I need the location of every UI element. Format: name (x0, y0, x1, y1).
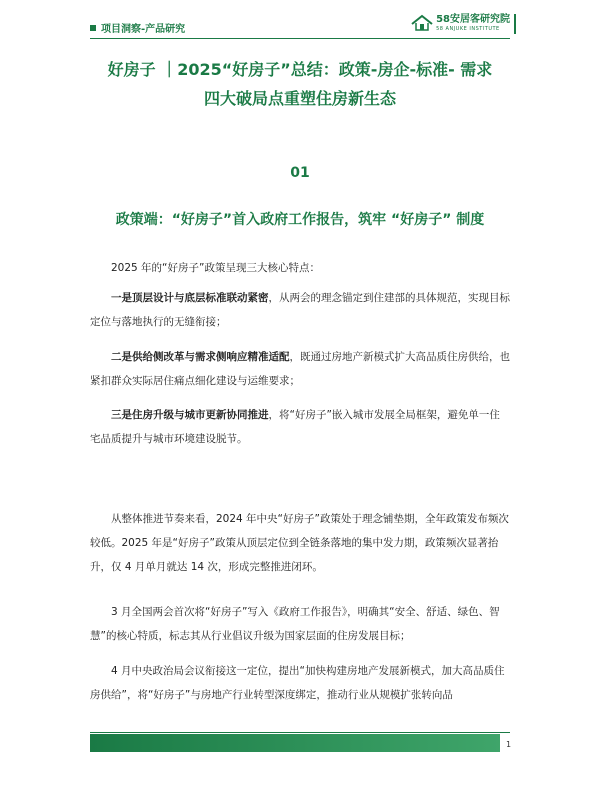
header-accent-bar (514, 14, 516, 34)
paragraph-march-npc: 3 月全国两会首次将“好房子”写入《政府工作报告》，明确其“安全、舒适、绿色、智慧”的核心特质，标志其从行业倡议升级为国家层面的住房发展目标； (90, 606, 500, 642)
point-2-text: ，既通过房地产新模式扩大高品质住房供给，也紧扣群众实际居住痛点细化建设与运维要求； (90, 351, 510, 387)
section-heading: 政策端：“好房子”首入政府工作报告，筑牢 “好房子” 制度 (115, 212, 485, 228)
point-1-heading: 一是顶层设计与底层标准联动紧密 (111, 292, 269, 304)
page-header (90, 13, 510, 38)
point-3-heading: 三是住房升级与城市更新协同推进 (111, 409, 269, 421)
header-divider (90, 38, 510, 39)
paragraph-policy-rhythm: 从整体推进节奏来看，2024 年中央“好房子”政策处于理念铺垫期，全年政策发布频次较低。2025 年是“好房子”政策从顶层定位到全链条落地的集中发力期，政策频次显著抬升，仅 4 月单月就达 14 次，形成完整推进闭环。 (90, 513, 509, 573)
square-bullet-icon (90, 25, 96, 31)
paragraph-point-2 (90, 345, 510, 393)
section-label (90, 20, 185, 35)
logo-english-name: 58 ANJUKE INSTITUTE (436, 25, 500, 32)
paragraph-point-3 (90, 403, 510, 451)
point-2-heading: 二是供给侧改革与需求侧响应精准适配 (111, 351, 290, 363)
point-1-text: ，从两会的理念锚定到住建部的具体规范，实现目标定位与落地执行的无缝衔接； (90, 292, 510, 328)
page-number: 1 (506, 740, 512, 749)
section-label-text: 项目洞察-产品研究 (101, 24, 186, 35)
point-3-text: ，将“好房子”嵌入城市发展全局框架，避免单一住宅品质提升与城市环境建设脱节。 (90, 409, 500, 445)
document-title-line2: 四大破局点重塑住房新生态 (203, 89, 396, 108)
footer-divider (90, 732, 510, 733)
paragraph-april-politburo: 4 月中央政治局会议衔接这一定位，提出“加快构建房地产发展新模式，加大高品质住房供给”，将“好房子”与房地产行业转型深度绑定，推动行业从规模扩张转向品 (90, 665, 505, 701)
footer-band (90, 734, 500, 752)
section-number: 01 (290, 165, 310, 181)
logo-chinese-name: 58安居客研究院 (436, 13, 510, 25)
house-logo-icon (411, 14, 433, 32)
paragraph-point-1 (90, 286, 510, 334)
paragraph-intro: 2025 年的“好房子”政策呈现三大核心特点： (111, 262, 320, 274)
logo (411, 14, 510, 32)
document-title-line1: 好房子 ｜2025“好房子”总结：政策-房企-标准- 需求 (107, 60, 493, 79)
